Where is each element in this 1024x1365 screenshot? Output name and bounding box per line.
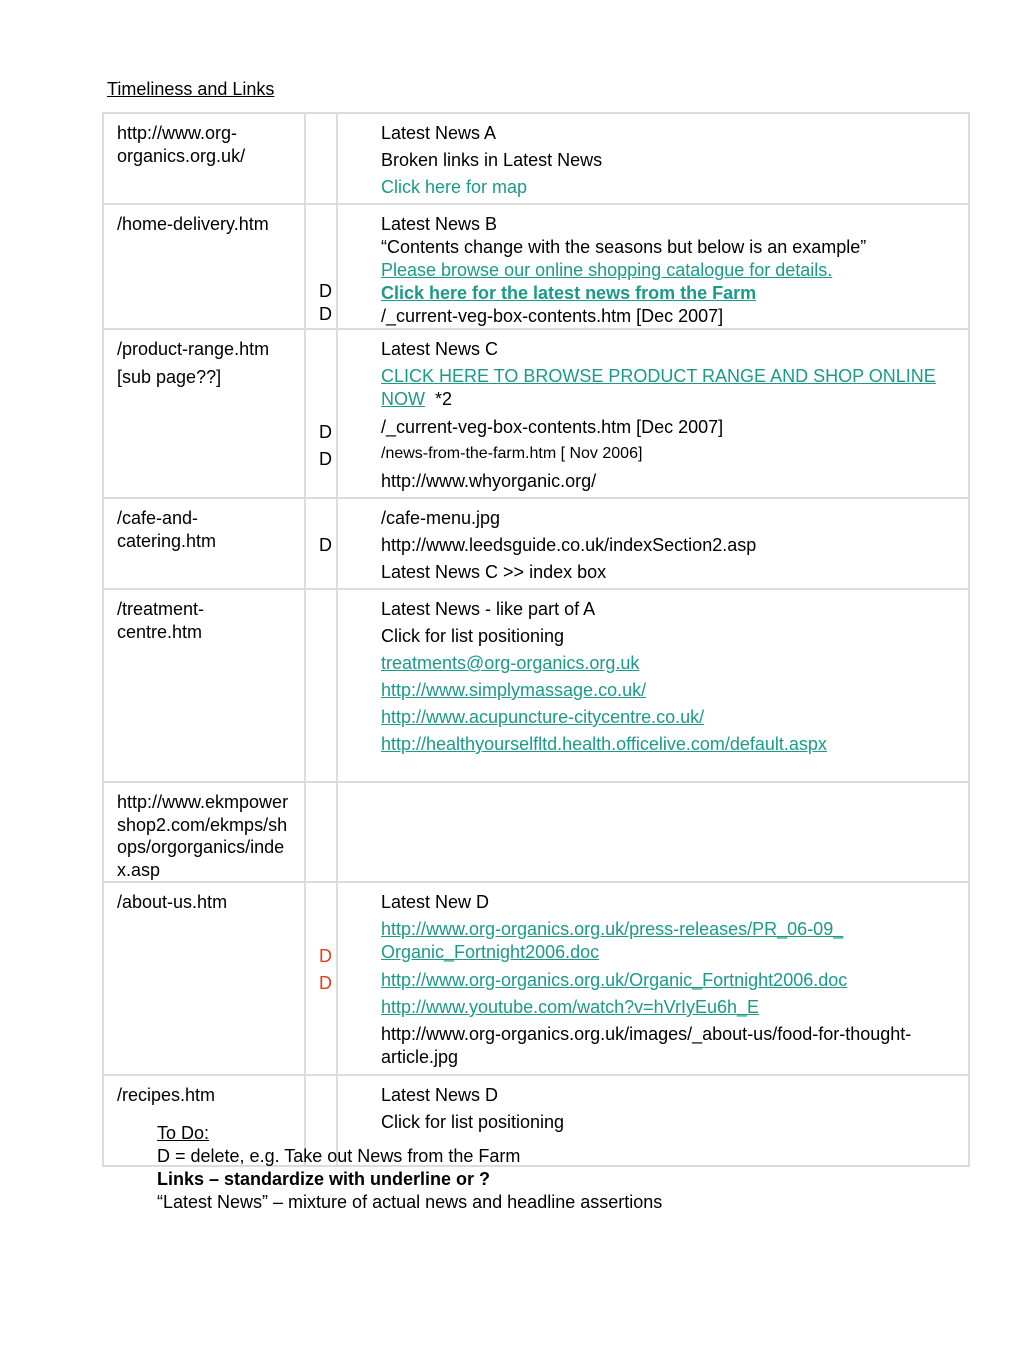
- content-cell: [337, 882, 969, 1075]
- list-item: /_current-veg-box-contents.htm [Dec 2007]: [381, 306, 724, 326]
- youtube-link[interactable]: http://www.youtube.com/watch?v=hVrIyEu6h_E: [381, 997, 760, 1017]
- url-link[interactable]: http://www.acupuncture-citycentre.co.uk/: [381, 707, 705, 727]
- content-cell: [337, 498, 969, 589]
- list-item: http://www.leedsguide.co.uk/indexSection2.asp: [381, 535, 757, 555]
- links-table: [102, 112, 970, 1167]
- page-cell: [103, 882, 305, 1075]
- todo-section: [157, 1122, 662, 1214]
- mark-cell: [305, 589, 337, 782]
- table-row: [103, 329, 969, 498]
- list-item: Latest News C: [381, 339, 499, 359]
- content-cell: [337, 113, 969, 204]
- mark-cell: [305, 882, 337, 1075]
- list-item: Latest News - like part of A: [381, 599, 596, 619]
- page-cell: [103, 329, 305, 498]
- todo-line: “Latest News” – mixture of actual news and headline assertions: [157, 1192, 663, 1212]
- page-path: http://www.org-organics.org.uk/: [117, 123, 246, 166]
- delete-mark: D: [319, 973, 332, 993]
- mark-cell: [305, 498, 337, 589]
- todo-heading: To Do:: [157, 1123, 210, 1143]
- page-path: /recipes.htm: [117, 1085, 216, 1105]
- list-item: /news-from-the-farm.htm [ Nov 2006]: [381, 445, 643, 462]
- delete-mark: D: [319, 422, 332, 442]
- list-item: Latest News B: [381, 214, 498, 234]
- list-item: Latest New D: [381, 892, 490, 912]
- mark-cell: [305, 204, 337, 329]
- email-link[interactable]: treatments@org-organics.org.uk: [381, 653, 640, 673]
- page-path: /treatment-centre.htm: [117, 599, 205, 642]
- todo-line: Links – standardize with underline or ?: [157, 1169, 491, 1189]
- delete-mark: D: [319, 535, 332, 555]
- list-item: Click for list positioning: [381, 626, 565, 646]
- mark-cell: [305, 782, 337, 882]
- mark-cell: [305, 113, 337, 204]
- page-cell: [103, 113, 305, 204]
- list-item: Latest News A: [381, 123, 497, 143]
- url-link[interactable]: http://www.org-organics.org.uk/Organic_Fortnight2006.doc: [381, 970, 848, 990]
- catalogue-link[interactable]: Please browse our online shopping catalogue for details.: [381, 260, 833, 280]
- content-cell: [337, 782, 969, 882]
- map-link[interactable]: Click here for map: [381, 177, 528, 197]
- list-item: Click for list positioning: [381, 1112, 565, 1132]
- table-row: [103, 498, 969, 589]
- page-path: /cafe-and-catering.htm: [117, 508, 217, 551]
- table-row: [103, 589, 969, 782]
- page-path: /home-delivery.htm: [117, 214, 269, 234]
- page-cell: [103, 782, 305, 882]
- list-item: Broken links in Latest News: [381, 150, 603, 170]
- delete-mark: D: [319, 281, 332, 301]
- page-cell: [103, 589, 305, 782]
- url-link[interactable]: http://www.simplymassage.co.uk/: [381, 680, 647, 700]
- page-path: /about-us.htm: [117, 892, 228, 912]
- table-row: [103, 204, 969, 329]
- product-range-link[interactable]: CLICK HERE TO BROWSE PRODUCT RANGE AND SHOP ONLINE NOW: [381, 366, 936, 409]
- page-cell: [103, 498, 305, 589]
- page-path: http://www.ekmpowershop2.com/ekmps/shops/orgorganics/index.asp: [117, 792, 289, 880]
- delete-mark: D: [319, 946, 332, 966]
- url-link[interactable]: http://healthyourselfltd.health.officelive.com/default.aspx: [381, 734, 827, 754]
- farm-news-link[interactable]: Click here for the latest news from the Farm: [381, 283, 757, 303]
- content-cell: [337, 329, 969, 498]
- mark-cell: [305, 329, 337, 498]
- list-item: /_current-veg-box-contents.htm [Dec 2007]: [381, 417, 724, 437]
- todo-line: D = delete, e.g. Take out News from the Farm: [157, 1146, 521, 1166]
- page-path: /product-range.htm: [117, 339, 270, 359]
- list-item: Latest News C >> index box: [381, 562, 607, 582]
- table-row: [103, 882, 969, 1075]
- list-item: http://www.whyorganic.org/: [381, 471, 597, 491]
- table-row: [103, 113, 969, 204]
- page-title: Timeliness and Links: [107, 79, 275, 99]
- link-note: *2: [425, 389, 453, 409]
- list-item: Latest News D: [381, 1085, 499, 1105]
- delete-mark: D: [319, 449, 332, 469]
- table-row: [103, 782, 969, 882]
- delete-mark: D: [319, 304, 332, 324]
- content-cell: [337, 204, 969, 329]
- url-link[interactable]: http://www.org-organics.org.uk/press-releases/PR_06-09_Organic_Fortnight2006.doc: [381, 919, 844, 962]
- page-cell: [103, 204, 305, 329]
- page-note: [sub page??]: [117, 366, 222, 387]
- list-item: “Contents change with the seasons but below is an example”: [381, 237, 867, 257]
- content-cell: [337, 589, 969, 782]
- list-item: /cafe-menu.jpg: [381, 508, 501, 528]
- list-item: http://www.org-organics.org.uk/images/_about-us/food-for-thought-article.jpg: [381, 1024, 912, 1067]
